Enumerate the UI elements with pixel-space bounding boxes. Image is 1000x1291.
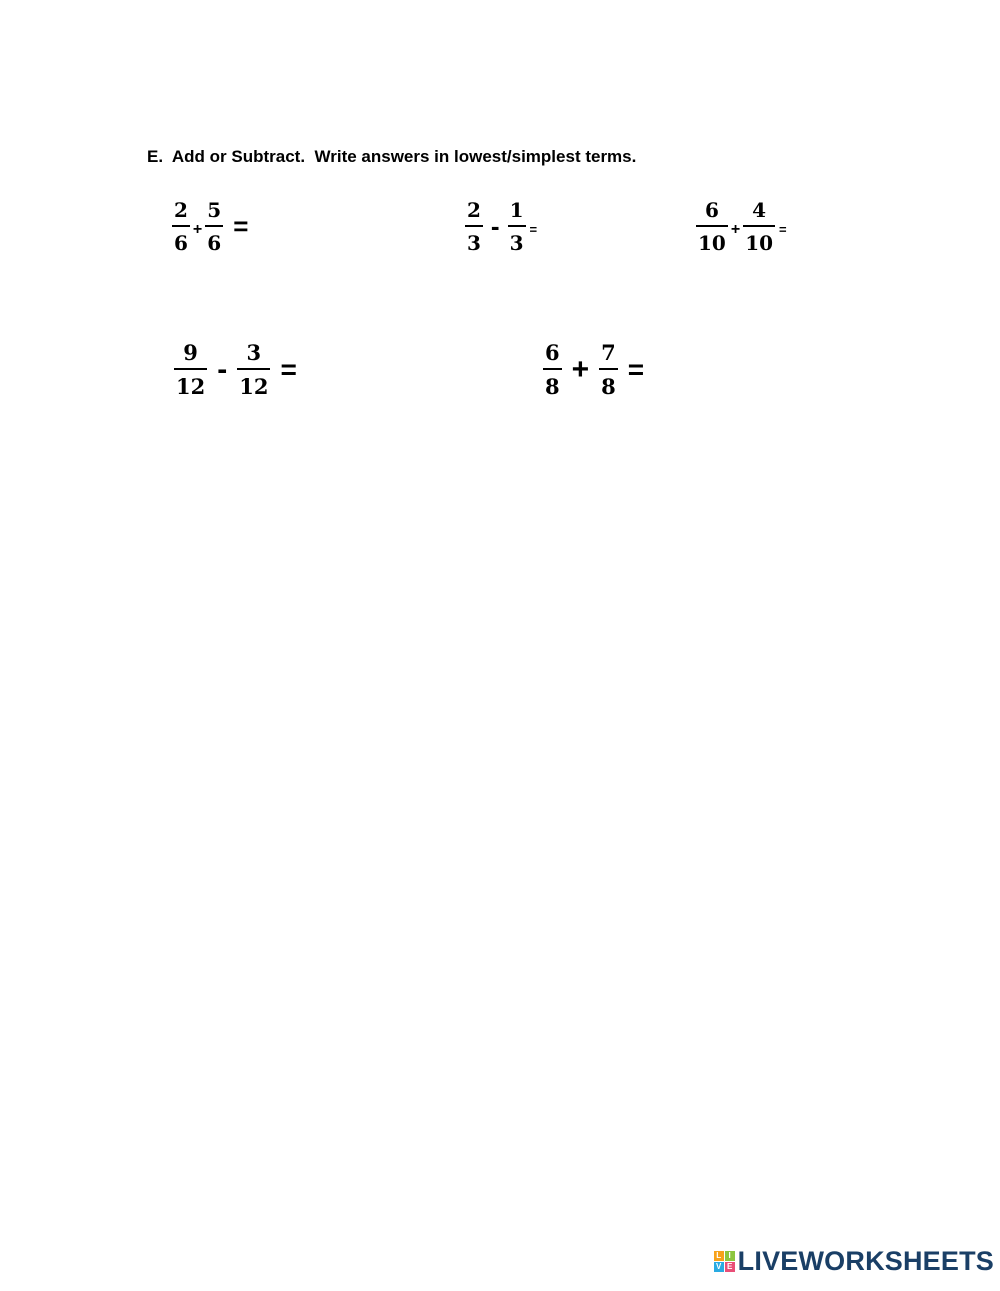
equals-sign: = [779,222,787,237]
fraction [743,200,775,253]
numerator: 5 [207,198,222,222]
problem-2 [465,200,537,253]
fraction [508,200,526,253]
fraction-bar [599,368,618,370]
denominator: 6 [174,231,188,255]
fraction [696,200,728,253]
fraction-bar [508,225,526,227]
denominator: 8 [545,374,560,399]
denominator: 6 [207,231,222,255]
problem-3 [696,200,787,253]
operator: + [192,220,203,238]
fraction [599,342,618,397]
fraction-bar [205,225,223,227]
numerator: 1 [509,198,524,222]
fraction [174,342,207,397]
logo-icon [714,1251,735,1272]
operator: + [571,352,590,386]
numerator: 3 [246,340,262,365]
denominator: 12 [176,374,206,399]
problem-4 [174,342,297,397]
numerator: 2 [467,198,481,222]
liveworksheets-logo [714,1246,994,1277]
fraction-bar [543,368,562,370]
problem-5 [543,342,644,397]
operator: - [490,211,500,241]
denominator: 3 [467,231,481,255]
logo-letter-v: V [714,1262,724,1272]
numerator: 4 [752,198,767,222]
denominator: 10 [745,231,774,255]
denominator: 10 [698,231,726,255]
fraction-bar [465,225,483,227]
numerator: 6 [704,198,719,222]
equals-sign: = [627,353,645,385]
fraction [543,342,562,397]
numerator: 2 [174,198,188,222]
fraction-bar [696,225,728,227]
numerator: 6 [545,340,560,365]
equals-sign: = [529,222,538,237]
denominator: 3 [509,231,524,255]
fraction [237,342,270,397]
fraction-bar [237,368,270,370]
denominator: 12 [239,374,269,399]
operator: + [730,220,741,238]
numerator: 9 [183,340,198,365]
equals-sign: = [233,211,249,241]
fraction [172,200,190,253]
logo-text: LIVEWORKSHEETS [737,1246,994,1276]
logo-letter-i: I [725,1251,735,1261]
equals-sign: = [280,353,297,385]
fraction-bar [743,225,775,227]
denominator: 8 [601,374,616,399]
fraction-bar [174,368,207,370]
problem-1 [172,200,248,253]
logo-letter-l: L [714,1251,724,1261]
fraction [205,200,223,253]
instruction-heading: E. Add or Subtract. Write answers in lowest/simplest terms. [147,147,637,166]
fraction-bar [172,225,190,227]
operator: - [217,352,228,386]
fraction [465,200,483,253]
logo-letter-e: E [725,1262,735,1272]
numerator: 7 [601,340,616,365]
